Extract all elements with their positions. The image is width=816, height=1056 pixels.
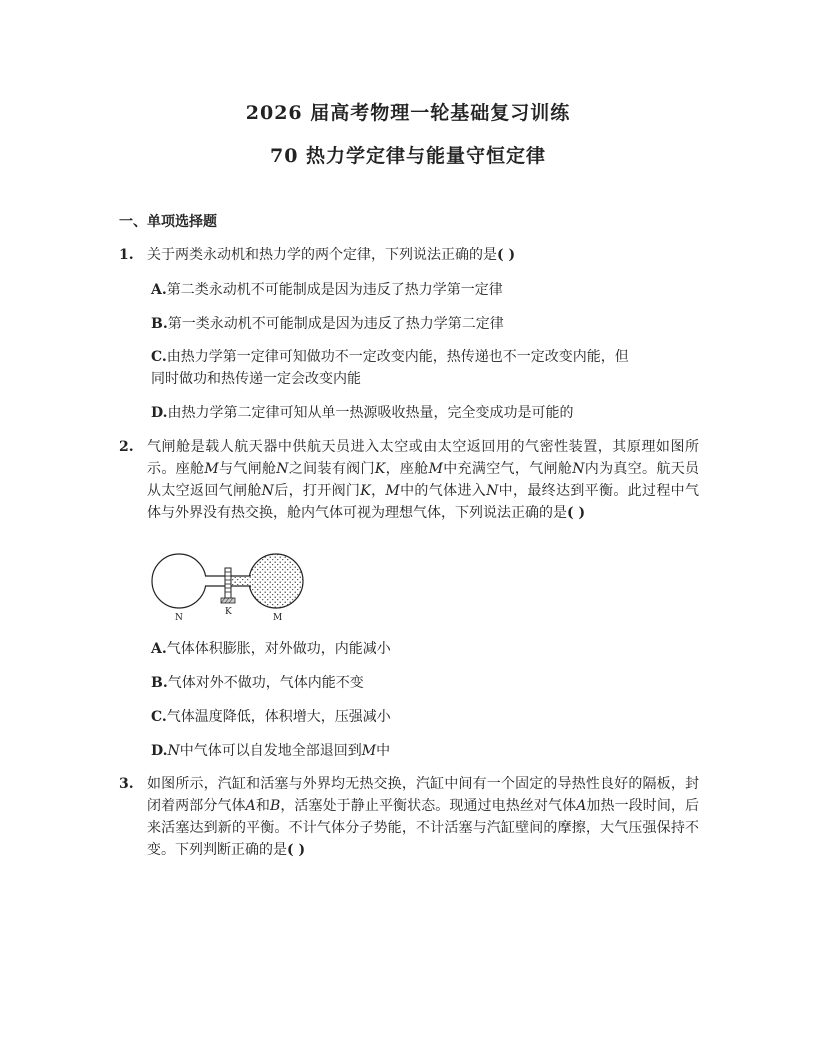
- option-b: B.气体对外不做功，气体内能不变: [151, 675, 364, 691]
- question-stem: 关于两类永动机和热力学的两个定律，下列说法正确的是( ): [147, 247, 516, 263]
- document-subtitle: 70 热力学定律与能量守恒定律: [269, 145, 547, 167]
- chamber-m: [249, 554, 303, 608]
- question-number: 1.: [119, 247, 134, 263]
- option-d: D.N中气体可以自发地全部退回到M中: [151, 743, 391, 759]
- question-stem: 气闸舱是载人航天器中供航天员进入太空或由太空返回用的气密性装置，其原理如图所示。座舱M与气闸舱N之间装有阀门K，座舱M中充满空气，气闸舱N内为真空。航天员从太空返回气闸舱N后，打开阀门K，M中的气体进入N中，最终达到平衡。此过程中气体与外界没有热交换，舱内气体可视为理想气体，下列说法正确的是( ): [147, 439, 700, 521]
- option-a: A.气体体积膨胀，对外做功，内能减小: [151, 641, 391, 657]
- answer-bracket: ( ): [287, 842, 306, 858]
- option-a: A.第二类永动机不可能制成是因为违反了热力学第一定律: [151, 282, 503, 298]
- document-title: 2026 届高考物理一轮基础复习训练: [245, 102, 571, 124]
- label-k: K: [225, 607, 232, 617]
- section-heading: 一、单项选择题: [119, 214, 217, 230]
- valve-k: [225, 568, 231, 598]
- chamber-n: [152, 554, 206, 608]
- answer-bracket: ( ): [497, 247, 516, 263]
- question-2: [119, 436, 699, 524]
- option-c: C.气体温度降低，体积增大，压强减小: [151, 709, 391, 725]
- option-b: B.第一类永动机不可能制成是因为违反了热力学第二定律: [151, 316, 504, 332]
- option-d: D.由热力学第二定律可知从单一热源吸收热量，完全变成功是可能的: [151, 405, 574, 421]
- answer-bracket: ( ): [567, 505, 586, 521]
- question-1: [119, 244, 699, 266]
- airlock-diagram: [149, 551, 309, 626]
- label-m: M: [273, 613, 283, 623]
- question-stem: 如图所示，汽缸和活塞与外界均无热交换，汽缸中间有一个固定的导热性良好的隔板，封闭着两部分气体A和B，活塞处于静止平衡状态。现通过电热丝对气体A加热一段时间，后来活塞达到新的平衡。不计气体分子势能，不计活塞与汽缸壁间的摩擦，大气压强保持不变。下列判断正确的是( ): [147, 776, 700, 858]
- question-3: [119, 773, 699, 861]
- question-number: 3.: [119, 776, 134, 792]
- option-c: C.由热力学第一定律可知做功不一定改变内能，热传递也不一定改变内能，但 同时做功和热传递一定会改变内能: [151, 349, 629, 387]
- question-number: 2.: [119, 439, 134, 455]
- label-n: N: [175, 613, 183, 623]
